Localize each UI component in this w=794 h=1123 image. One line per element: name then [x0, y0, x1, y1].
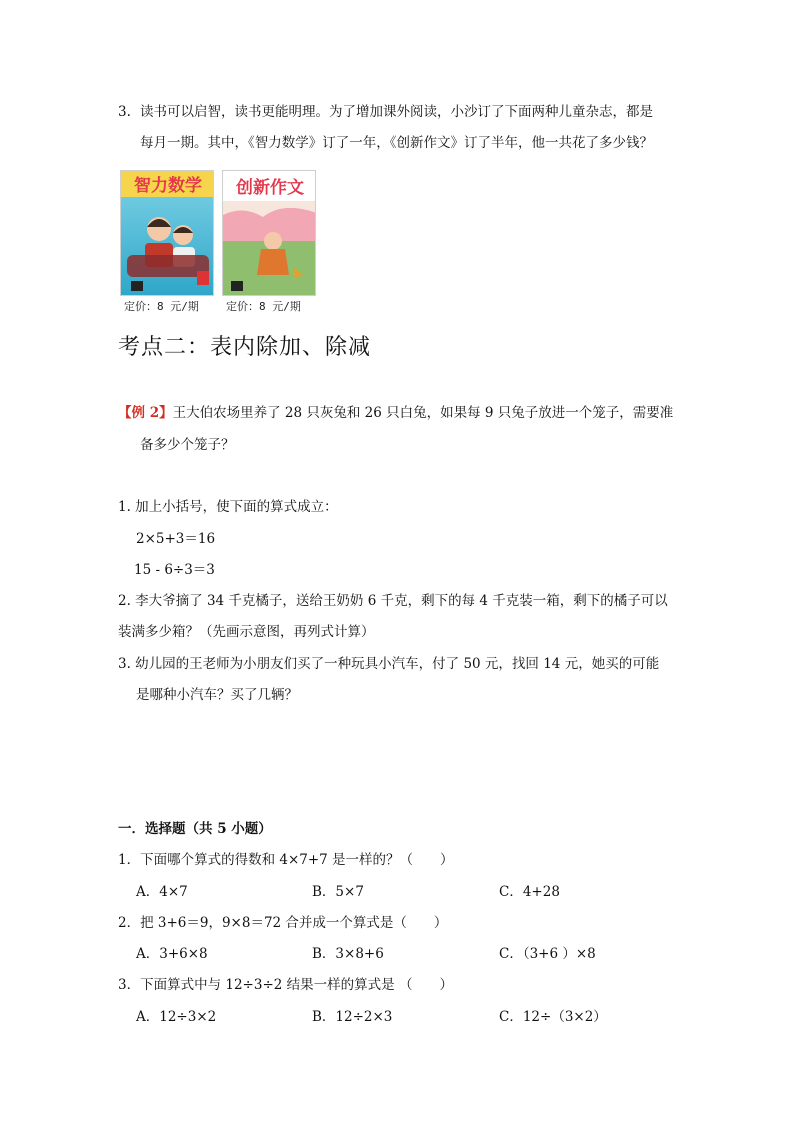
section-heading-kaodian2: 考点二：表内除加、除减 — [118, 335, 372, 360]
choice-q3-stem: 3．下面算式中与 12÷3÷2 结果一样的算式是 （ ） — [118, 977, 453, 993]
choice-q2-option-c: C．（3+6 ）×8 — [499, 946, 596, 962]
choice-section-heading: 一．选择题（共 5 小题） — [118, 821, 272, 837]
practice-q3-line1: 3. 幼儿园的王老师为小朋友们买了一种玩具小汽车，付了 50 元，找回 14 元，她买的可能 — [118, 656, 660, 672]
practice-q2-line2: 装满多少箱？（先画示意图，再列式计算） — [118, 624, 375, 640]
example2-tag: 【例 2】 — [118, 405, 173, 421]
problem3-number: 3. — [118, 104, 131, 120]
example2-line1 — [118, 404, 673, 422]
choice-q2-option-b: B．3×8+6 — [312, 946, 384, 962]
choice-q1-option-a: A．4×7 — [136, 884, 188, 900]
example2-text1: 王大伯农场里养了 28 只灰兔和 26 只白兔，如果每 9 只兔子放进一个笼子，需要准 — [172, 405, 674, 421]
practice-q1: 1. 加上小括号，使下面的算式成立： — [118, 499, 338, 515]
choice-q2-option-a: A．3+6×8 — [136, 946, 208, 962]
example2-line2: 备多少个笼子？ — [140, 437, 235, 453]
choice-q3-option-b: B．12÷2×3 — [312, 1009, 393, 1025]
choice-q3-option-c: C．12÷（3×2） — [499, 1009, 607, 1025]
choice-q1-stem: 1．下面哪个算式的得数和 4×7+7 是一样的？（ ） — [118, 852, 454, 868]
magazine-cover-zhili-shuxue — [120, 170, 214, 296]
practice-q1-expr-a: 2×5+3＝16 — [136, 531, 216, 547]
magazine-cover-chuangxin-zuowen — [222, 170, 316, 296]
practice-q2-line1: 2. 李大爷摘了 34 千克橘子，送给王奶奶 6 千克，剩下的每 4 千克装一箱，剩下的橘子可以 — [118, 593, 668, 609]
magazine1-price: 定价：8 元/期 — [124, 300, 199, 313]
magazine2-title: 创新作文 — [236, 178, 304, 198]
choice-q1-option-c: C．4+28 — [499, 884, 560, 900]
problem3-line1: 读书可以启智，读书更能明理。为了增加课外阅读，小沙订了下面两种儿童杂志，都是 — [140, 104, 653, 120]
choice-q3-option-a: A．12÷3×2 — [136, 1009, 217, 1025]
problem3-line2: 每月一期。其中，《智力数学》订了一年，《创新作文》订了半年，他一共花了多少钱？ — [140, 135, 653, 151]
choice-q1-option-b: B．5×7 — [312, 884, 364, 900]
practice-q1-expr-b: 15 - 6÷3＝3 — [134, 562, 215, 578]
magazine2-price: 定价：8 元/期 — [226, 300, 301, 313]
practice-q3-line2: 是哪种小汽车？买了几辆？ — [136, 687, 298, 703]
magazine1-title: 智力数学 — [134, 176, 202, 196]
choice-q2-stem: 2．把 3+6＝9，9×8＝72 合并成一个算式是（ ） — [118, 915, 448, 931]
